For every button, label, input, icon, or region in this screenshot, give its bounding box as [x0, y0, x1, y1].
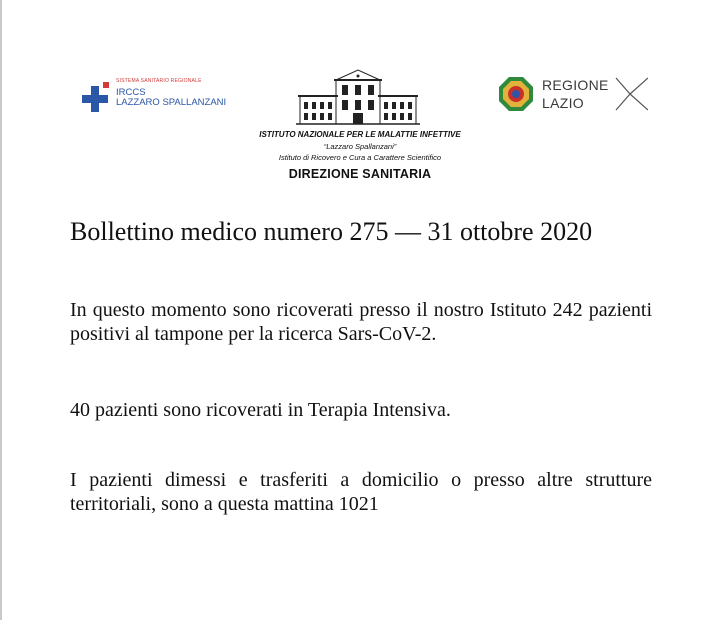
regione-lazio-seal-icon — [498, 76, 534, 112]
institute-type: Istituto di Ricovero e Cura a Carattere Scientifico — [278, 153, 442, 162]
paragraph-ricoverati: In questo momento sono ricoverati presso il nostro Istituto 242 pazienti positivi al tampone per la ricerca Sars-CoV-2. — [70, 299, 652, 345]
system-label: SISTEMA SANITARIO REGIONALE — [116, 78, 202, 84]
bulletin-title: Bollettino medico numero 275 — 31 ottobre 2020 — [70, 217, 593, 246]
regione-lazio-logo — [498, 74, 658, 114]
department-title: DIREZIONE SANITARIA — [288, 167, 432, 181]
logo-spallanzani-text: LAZZARO SPALLANZANI — [116, 97, 227, 108]
institute-subname: “Lazzaro Spallanzani” — [323, 142, 397, 151]
paragraph-dimessi: I pazienti dimessi e trasferiti a domicilio o presso altre strutture territoriali, sono a questa mattina 1021 — [70, 469, 652, 515]
logo-regione-text: REGIONE — [542, 77, 609, 93]
paragraph-terapia-intensiva: 40 pazienti sono ricoverati in Terapia Intensiva. — [70, 399, 451, 421]
institute-name: ISTITUTO NAZIONALE PER LE MALATTIE INFETTIVE — [259, 130, 461, 139]
institute-building-icon — [296, 66, 420, 128]
logo-lazio-text: LAZIO — [542, 95, 584, 111]
left-border — [0, 0, 2, 620]
spallanzani-logo — [82, 78, 252, 112]
logo-irccs-text: IRCCS — [116, 87, 146, 98]
red-cross-icon — [82, 86, 108, 112]
chevron-decoration-icon — [614, 76, 648, 112]
